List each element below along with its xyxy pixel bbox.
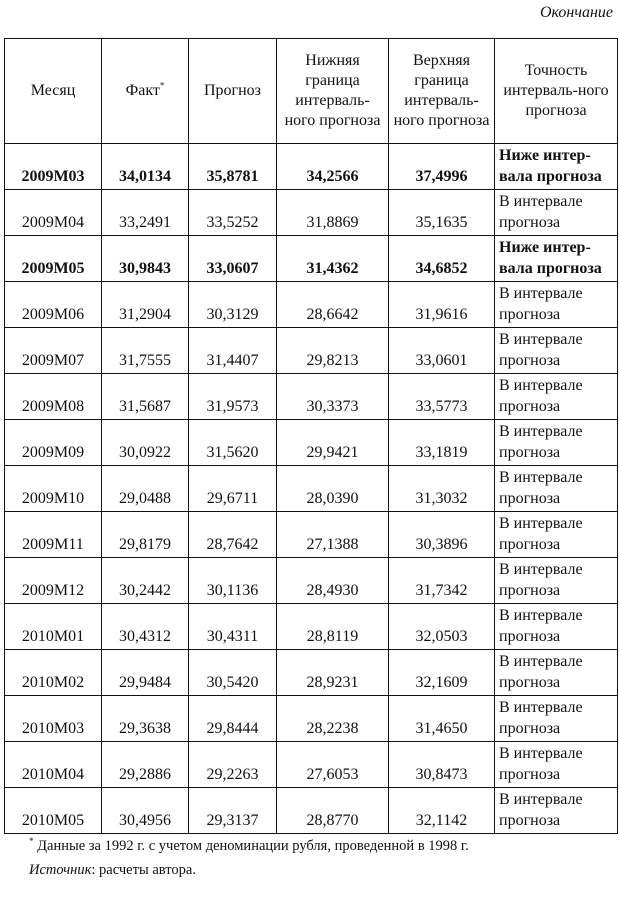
cell-fact: 31,7555 — [102, 328, 189, 374]
cell-month: 2009M12 — [5, 558, 102, 604]
cell-accuracy: В интервале прогноза — [495, 374, 618, 420]
cell-upper: 37,4996 — [389, 144, 495, 190]
cell-month: 2009M04 — [5, 190, 102, 236]
cell-forecast: 30,4311 — [189, 604, 277, 650]
cell-upper: 32,1142 — [389, 788, 495, 834]
header-lower-bound: Нижняя граница интерваль-ного прогноза — [277, 39, 389, 144]
cell-upper: 32,1609 — [389, 650, 495, 696]
cell-lower: 31,8869 — [277, 190, 389, 236]
cell-accuracy: Ниже интер-вала прогноза — [495, 236, 618, 282]
cell-lower: 28,4930 — [277, 558, 389, 604]
cell-accuracy: В интервале прогноза — [495, 558, 618, 604]
cell-fact: 29,9484 — [102, 650, 189, 696]
table-row — [5, 558, 618, 604]
cell-forecast: 30,1136 — [189, 558, 277, 604]
cell-month: 2009M09 — [5, 420, 102, 466]
cell-lower: 28,6642 — [277, 282, 389, 328]
cell-month: 2010M02 — [5, 650, 102, 696]
table-row — [5, 144, 618, 190]
table-row — [5, 374, 618, 420]
cell-fact: 29,8179 — [102, 512, 189, 558]
cell-accuracy: В интервале прогноза — [495, 742, 618, 788]
cell-forecast: 35,8781 — [189, 144, 277, 190]
cell-month: 2009M05 — [5, 236, 102, 282]
cell-lower: 28,8770 — [277, 788, 389, 834]
cell-upper: 31,7342 — [389, 558, 495, 604]
cell-fact: 29,2886 — [102, 742, 189, 788]
cell-forecast: 33,0607 — [189, 236, 277, 282]
table-row — [5, 788, 618, 834]
cell-lower: 34,2566 — [277, 144, 389, 190]
cell-forecast: 28,7642 — [189, 512, 277, 558]
header-fact-label: Факт — [125, 82, 160, 99]
cell-month: 2009M06 — [5, 282, 102, 328]
cell-lower: 31,4362 — [277, 236, 389, 282]
source-text: : расчеты автора. — [91, 862, 196, 878]
cell-accuracy: В интервале прогноза — [495, 696, 618, 742]
cell-forecast: 30,3129 — [189, 282, 277, 328]
table-row — [5, 696, 618, 742]
cell-accuracy: Ниже интер-вала прогноза — [495, 144, 618, 190]
cell-month: 2009M10 — [5, 466, 102, 512]
cell-accuracy: В интервале прогноза — [495, 788, 618, 834]
cell-fact: 31,2904 — [102, 282, 189, 328]
cell-upper: 33,5773 — [389, 374, 495, 420]
forecast-table — [4, 38, 618, 834]
source-note — [29, 860, 619, 880]
header-forecast: Прогноз — [189, 39, 277, 144]
footnote — [29, 836, 619, 856]
table-row — [5, 190, 618, 236]
header-accuracy: Точность интерваль-ного прогноза — [495, 39, 618, 144]
cell-upper: 31,3032 — [389, 466, 495, 512]
cell-forecast: 30,5420 — [189, 650, 277, 696]
table-row — [5, 650, 618, 696]
cell-fact: 33,2491 — [102, 190, 189, 236]
cell-month: 2010M05 — [5, 788, 102, 834]
cell-upper: 30,8473 — [389, 742, 495, 788]
cell-fact: 29,0488 — [102, 466, 189, 512]
table-row — [5, 742, 618, 788]
cell-forecast: 29,3137 — [189, 788, 277, 834]
cell-month: 2010M03 — [5, 696, 102, 742]
cell-forecast: 33,5252 — [189, 190, 277, 236]
cell-lower: 28,2238 — [277, 696, 389, 742]
table-row — [5, 420, 618, 466]
table-row — [5, 466, 618, 512]
cell-accuracy: В интервале прогноза — [495, 466, 618, 512]
cell-fact: 31,5687 — [102, 374, 189, 420]
cell-upper: 33,0601 — [389, 328, 495, 374]
cell-lower: 28,8119 — [277, 604, 389, 650]
cell-upper: 30,3896 — [389, 512, 495, 558]
cell-accuracy: В интервале прогноза — [495, 420, 618, 466]
cell-fact: 29,3638 — [102, 696, 189, 742]
cell-month: 2009M07 — [5, 328, 102, 374]
cell-lower: 27,1388 — [277, 512, 389, 558]
cell-fact: 30,0922 — [102, 420, 189, 466]
cell-upper: 32,0503 — [389, 604, 495, 650]
cell-month: 2010M04 — [5, 742, 102, 788]
footnote-mark: * — [159, 80, 165, 91]
cell-forecast: 29,2263 — [189, 742, 277, 788]
cell-upper: 34,6852 — [389, 236, 495, 282]
cell-lower: 28,0390 — [277, 466, 389, 512]
cell-lower: 27,6053 — [277, 742, 389, 788]
cell-upper: 35,1635 — [389, 190, 495, 236]
cell-fact: 34,0134 — [102, 144, 189, 190]
table-row — [5, 236, 618, 282]
cell-accuracy: В интервале прогноза — [495, 604, 618, 650]
cell-upper: 31,4650 — [389, 696, 495, 742]
cell-forecast: 31,5620 — [189, 420, 277, 466]
header-fact — [102, 39, 189, 144]
cell-fact: 30,2442 — [102, 558, 189, 604]
cell-fact: 30,9843 — [102, 236, 189, 282]
cell-accuracy: В интервале прогноза — [495, 512, 618, 558]
cell-month: 2009M08 — [5, 374, 102, 420]
footnote-mark: * — [29, 836, 34, 847]
cell-forecast: 29,8444 — [189, 696, 277, 742]
cell-fact: 30,4312 — [102, 604, 189, 650]
table-row — [5, 328, 618, 374]
cell-accuracy: В интервале прогноза — [495, 328, 618, 374]
cell-accuracy: В интервале прогноза — [495, 650, 618, 696]
cell-month: 2010M01 — [5, 604, 102, 650]
cell-fact: 30,4956 — [102, 788, 189, 834]
table-row — [5, 282, 618, 328]
header-upper-bound: Верхняя граница интерваль-ного прогноза — [389, 39, 495, 144]
table-continuation-caption: Окончание — [539, 4, 613, 21]
cell-accuracy: В интервале прогноза — [495, 282, 618, 328]
cell-lower: 29,8213 — [277, 328, 389, 374]
footnote-text: Данные за 1992 г. с учетом деноминации рубля, проведенной в 1998 г. — [37, 838, 469, 854]
cell-lower: 30,3373 — [277, 374, 389, 420]
table-row — [5, 604, 618, 650]
source-label: Источник — [29, 862, 92, 878]
cell-upper: 31,9616 — [389, 282, 495, 328]
table-row — [5, 512, 618, 558]
cell-upper: 33,1819 — [389, 420, 495, 466]
cell-forecast: 29,6711 — [189, 466, 277, 512]
cell-lower: 28,9231 — [277, 650, 389, 696]
cell-month: 2009M11 — [5, 512, 102, 558]
cell-forecast: 31,4407 — [189, 328, 277, 374]
cell-month: 2009M03 — [5, 144, 102, 190]
cell-accuracy: В интервале прогноза — [495, 190, 618, 236]
header-row — [5, 39, 618, 144]
cell-forecast: 31,9573 — [189, 374, 277, 420]
cell-lower: 29,9421 — [277, 420, 389, 466]
header-month: Месяц — [5, 39, 102, 144]
